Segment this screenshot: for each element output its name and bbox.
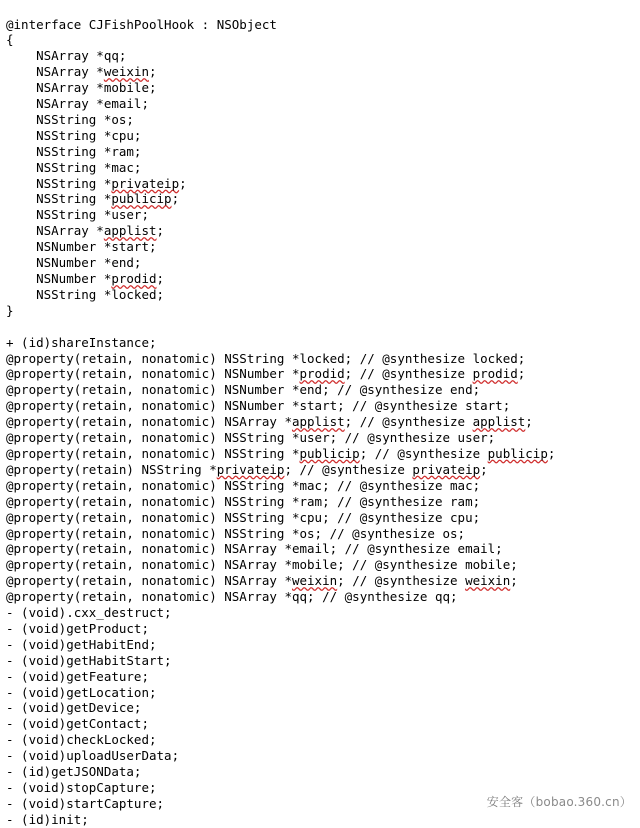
spellcheck-word: weixin xyxy=(103,64,149,80)
spellcheck-word: privateip xyxy=(216,461,285,477)
spellcheck-word: weixin xyxy=(465,573,511,589)
code-line: @property(retain, nonatomic) NSString *mac; // @synthesize mac; xyxy=(6,477,481,493)
spellcheck-word: prodid xyxy=(472,366,518,382)
code-line: { xyxy=(6,32,14,48)
code-line: - (void).cxx_destruct; xyxy=(6,605,172,621)
code-line: - (void)startCapture; xyxy=(6,795,165,811)
watermark-tail: ） xyxy=(619,795,632,809)
code-line: @property(retain, nonatomic) NSArray *qq; // @synthesize qq; xyxy=(6,589,458,605)
code-line: @property(retain, nonatomic) NSNumber *end; // @synthesize end; xyxy=(6,382,481,398)
spellcheck-word: weixin xyxy=(291,573,338,589)
spellcheck-word: privateip xyxy=(412,461,481,477)
code-line: @property(retain, nonatomic) NSArray *weixin; // @synthesize weixin; xyxy=(6,573,518,589)
code-listing xyxy=(0,13,640,828)
code-line: - (void)stopCapture; xyxy=(6,780,157,795)
code-line: NSString *user; xyxy=(6,207,149,223)
code-line: - (void)getContact; xyxy=(6,716,149,732)
code-line: - (void)getHabitStart; xyxy=(6,652,172,668)
code-line: - (void)getProduct; xyxy=(6,620,149,636)
code-line: @interface CJFishPoolHook : NSObject xyxy=(6,16,277,32)
code-line: @property(retain, nonatomic) NSString *locked; // @synthesize locked; xyxy=(6,350,526,366)
code-line: NSString *cpu; xyxy=(6,127,142,143)
code-line: @property(retain, nonatomic) NSNumber *start; // @synthesize start; xyxy=(6,398,511,414)
spellcheck-word: prodid xyxy=(111,271,157,286)
code-line: @property(retain, nonatomic) NSArray *mobile; // @synthesize mobile; xyxy=(6,557,518,573)
code-line: - (id)getJSONData; xyxy=(6,764,142,780)
code-line: @property(retain, nonatomic) NSNumber *prodid; // @synthesize prodid; xyxy=(6,366,526,382)
code-line: NSString *ram; xyxy=(6,143,142,159)
code-line: NSArray *weixin; xyxy=(6,64,157,80)
spellcheck-word: publicip xyxy=(487,445,548,461)
watermark xyxy=(487,793,632,810)
code-line: + (id)shareInstance; xyxy=(6,334,157,350)
spellcheck-word: applist xyxy=(472,414,526,430)
code-line xyxy=(6,319,640,335)
spellcheck-word: applist xyxy=(291,414,345,430)
code-line: NSArray *qq; xyxy=(6,48,127,64)
code-line: - (id)init; xyxy=(6,811,89,827)
code-line: @property(retain, nonatomic) NSArray *applist; // @synthesize applist; xyxy=(6,414,533,430)
code-line: NSString *privateip; xyxy=(6,175,187,191)
code-line: @property(retain) NSString *privateip; // @synthesize privateip; xyxy=(6,461,488,477)
code-line: NSNumber *start; xyxy=(6,239,157,255)
code-line: @property(retain, nonatomic) NSString *publicip; // @synthesize publicip; xyxy=(6,445,556,461)
watermark-url: bobao.360.cn xyxy=(535,795,620,809)
spellcheck-word: publicip xyxy=(299,445,360,461)
code-line: @property(retain, nonatomic) NSString *user; // @synthesize user; xyxy=(6,430,496,446)
code-line: } xyxy=(6,302,14,318)
code-line: @property(retain, nonatomic) NSString *os; // @synthesize os; xyxy=(6,525,466,541)
code-line: NSNumber *end; xyxy=(6,255,142,271)
code-line: @property(retain, nonatomic) NSString *ram; // @synthesize ram; xyxy=(6,493,481,509)
code-line: NSArray *email; xyxy=(6,96,149,112)
code-line: - (void)uploadUserData; xyxy=(6,748,180,764)
code-line: - (void)checkLocked; xyxy=(6,732,157,748)
code-line: - (void)getFeature; xyxy=(6,668,149,684)
code-line: NSString *os; xyxy=(6,111,134,127)
code-line: NSArray *mobile; xyxy=(6,80,157,96)
watermark-cn: 安全客（ xyxy=(486,795,536,809)
code-line: NSString *publicip; xyxy=(6,191,180,207)
code-line: - (void)getDevice; xyxy=(6,700,142,716)
spellcheck-word: publicip xyxy=(111,191,172,207)
code-line: - (void)getLocation; xyxy=(6,684,157,700)
code-line: NSNumber *prodid; xyxy=(6,271,165,286)
spellcheck-word: prodid xyxy=(299,366,345,382)
code-line: NSArray *applist; xyxy=(6,223,165,239)
code-line: NSString *locked; xyxy=(6,286,165,302)
spellcheck-word: privateip xyxy=(111,175,180,191)
code-line: NSString *mac; xyxy=(6,159,142,175)
spellcheck-word: applist xyxy=(103,223,157,239)
code-line: @property(retain, nonatomic) NSArray *email; // @synthesize email; xyxy=(6,541,503,557)
code-line: - (void)getHabitEnd; xyxy=(6,636,157,652)
code-line: @property(retain, nonatomic) NSString *cpu; // @synthesize cpu; xyxy=(6,509,481,525)
